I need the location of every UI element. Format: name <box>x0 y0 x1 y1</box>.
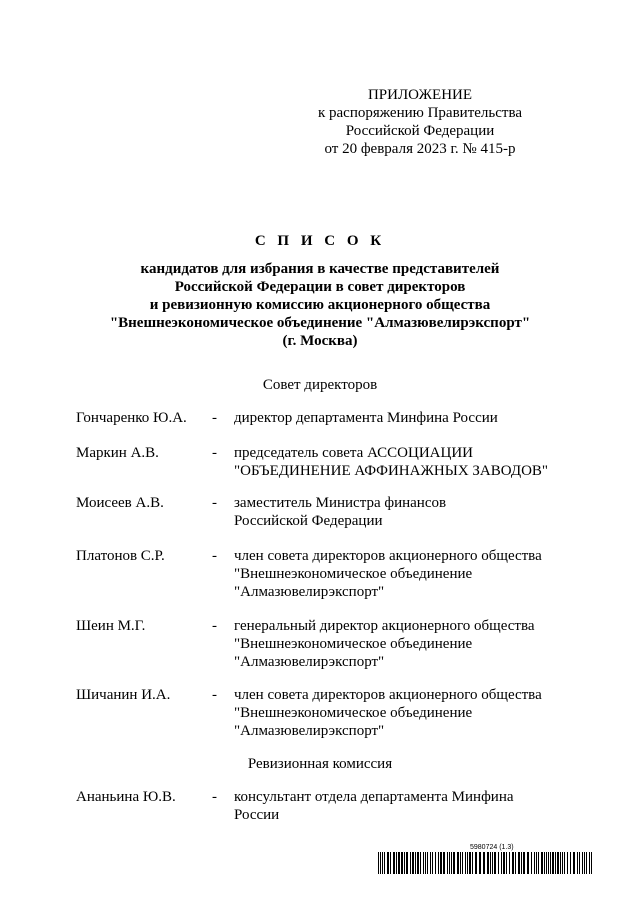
position-line: консультант отдела департамента Минфина <box>234 789 514 805</box>
member-position <box>234 686 594 740</box>
member-name: Платонов С.Р. <box>76 548 165 564</box>
heading-line-4: "Внешнеэкономическое объединение "Алмазювелирэкспорт" <box>109 315 531 331</box>
member-name: Моисеев А.В. <box>76 495 164 511</box>
appendix-line-3: от 20 февраля 2023 г. № 415-р <box>324 141 516 157</box>
position-line: член совета директоров акционерного общества <box>234 548 542 564</box>
member-dash: - <box>212 789 217 805</box>
appendix-title: ПРИЛОЖЕНИЕ <box>367 87 473 103</box>
member-dash: - <box>212 445 217 461</box>
member-position <box>234 547 594 601</box>
board-section-title: Совет директоров <box>262 377 378 393</box>
barcode-image <box>378 852 592 874</box>
member-position <box>234 444 594 480</box>
position-line: заместитель Министра финансов <box>234 495 447 511</box>
member-dash: - <box>212 548 217 564</box>
list-title: С П И С О К <box>254 233 386 249</box>
member-name: Маркин А.В. <box>76 445 159 461</box>
position-line: "Внешнеэкономическое объединение <box>234 705 473 721</box>
position-line: "Внешнеэкономическое объединение <box>234 636 473 652</box>
position-line: Российской Федерации <box>234 513 383 529</box>
member-dash: - <box>212 410 217 426</box>
position-line: "Внешнеэкономическое объединение <box>234 566 473 582</box>
member-name: Гончаренко Ю.А. <box>76 410 187 426</box>
member-position <box>234 788 594 824</box>
position-line: "ОБЪЕДИНЕНИЕ АФФИНАЖНЫХ ЗАВОДОВ" <box>234 463 549 479</box>
member-dash: - <box>212 618 217 634</box>
heading-line-3: и ревизионную комиссию акционерного общества <box>149 297 491 313</box>
appendix-block <box>280 86 560 158</box>
member-dash: - <box>212 687 217 703</box>
position-line: "Алмазювелирэкспорт" <box>234 654 385 670</box>
position-line: "Алмазювелирэкспорт" <box>234 723 385 739</box>
appendix-line-1: к распоряжению Правительства <box>317 105 522 121</box>
heading-line-1: кандидатов для избрания в качестве представителей <box>140 261 500 277</box>
position-line: "Алмазювелирэкспорт" <box>234 584 385 600</box>
position-line: директор департамента Минфина России <box>234 410 498 426</box>
position-line: генеральный директор акционерного общества <box>234 618 535 634</box>
member-dash: - <box>212 495 217 511</box>
member-position <box>234 409 594 427</box>
appendix-line-2: Российской Федерации <box>345 123 495 139</box>
member-position <box>234 617 594 671</box>
member-name: Шеин М.Г. <box>76 618 146 634</box>
position-line: России <box>234 807 280 823</box>
member-name: Ананьина Ю.В. <box>76 789 176 805</box>
member-position <box>234 494 594 530</box>
position-line: член совета директоров акционерного общества <box>234 687 542 703</box>
position-line: председатель совета АССОЦИАЦИИ <box>234 445 473 461</box>
list-heading <box>60 232 580 350</box>
audit-section-title: Ревизионная комиссия <box>247 756 393 772</box>
barcode-number: 5980724 (1.3) <box>470 844 514 851</box>
heading-line-2: Российской Федерации в совет директоров <box>174 279 466 295</box>
heading-line-5: (г. Москва) <box>282 333 358 349</box>
member-name: Шичанин И.А. <box>76 687 171 703</box>
